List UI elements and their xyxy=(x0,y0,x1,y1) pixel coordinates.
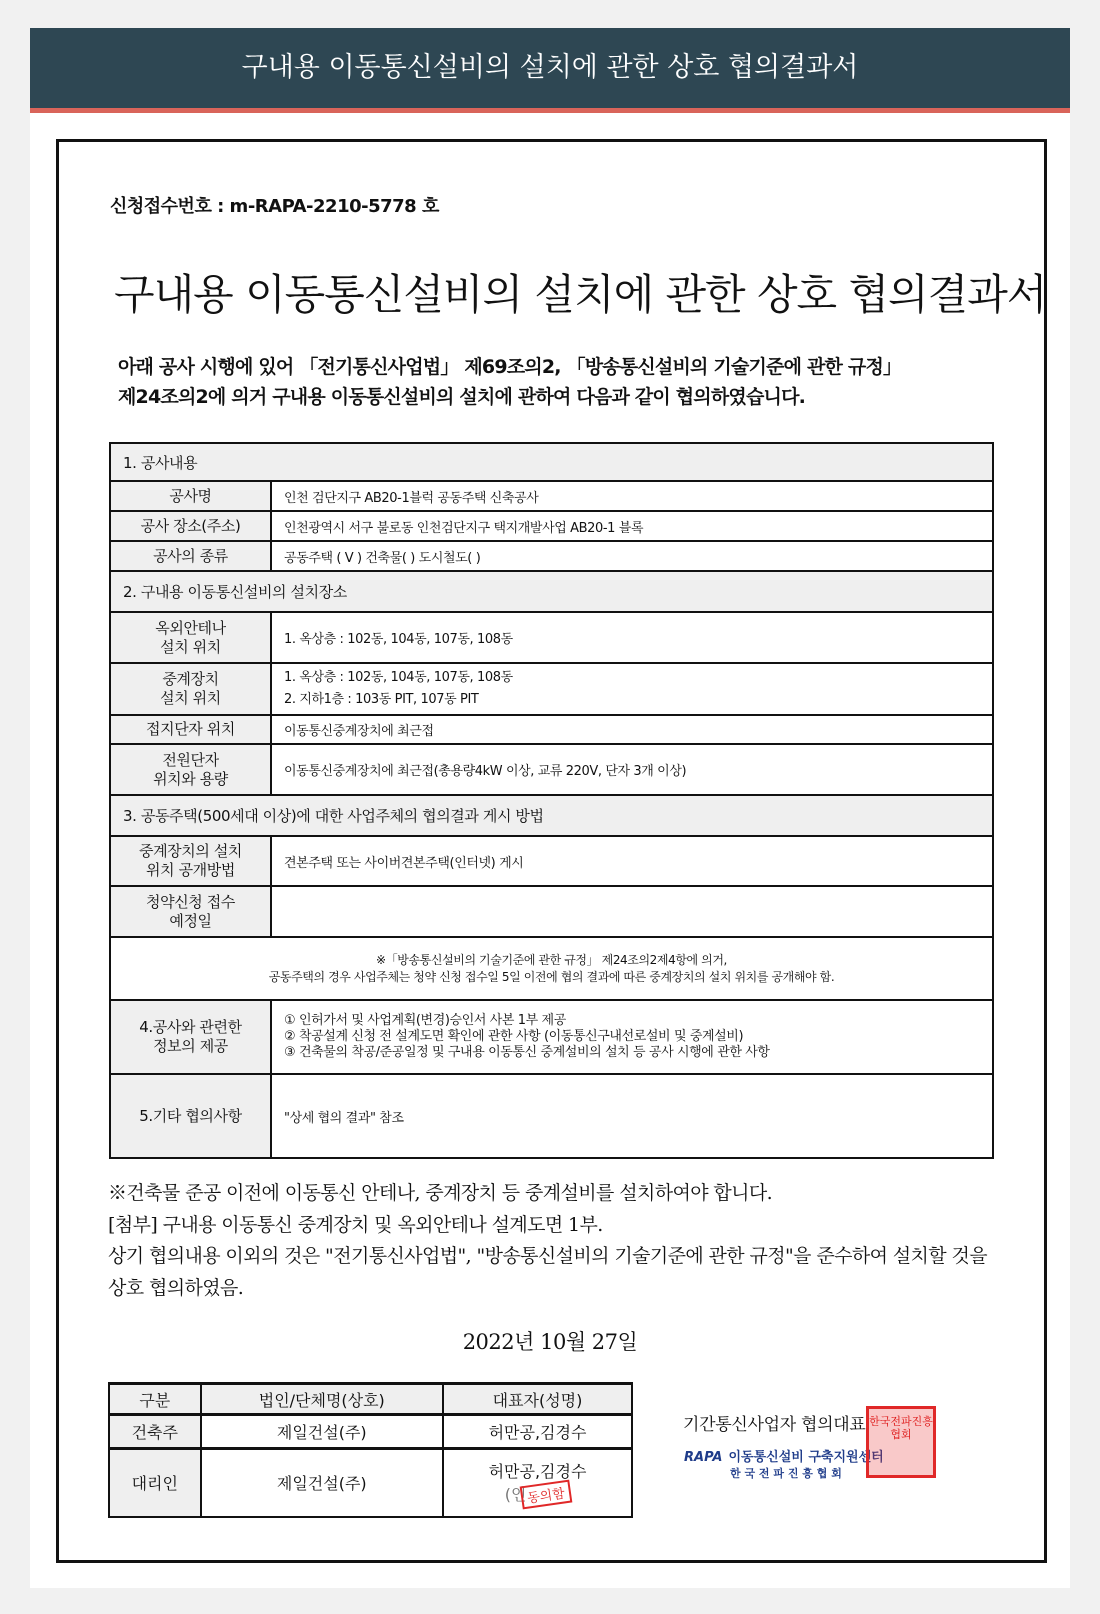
receipt-number: 신청접수번호 : m-RAPA-2210-5778 호 xyxy=(110,196,439,217)
page-header: 구내용 이동통신설비의 설치에 관한 상호 협의결과서 xyxy=(30,28,1070,113)
regulation-note xyxy=(110,937,993,1000)
sig-cell: 건축주 xyxy=(109,1415,201,1449)
rapa-logo-mark: RAPA xyxy=(684,1450,723,1465)
label-line: 정보의 제공 xyxy=(153,1037,228,1055)
label-line: 전원단자 xyxy=(162,750,219,769)
value-info-provision xyxy=(271,1000,993,1074)
sig-header: 구분 xyxy=(109,1384,201,1415)
intro-line-2: 제24조의2에 의거 구내용 이동통신설비의 설치에 관하여 다음과 같이 협의하였습니다. xyxy=(118,386,806,408)
value-line: 1. 옥상층 : 102동, 104동, 107동, 108동 xyxy=(284,670,513,685)
carrier-representative-label: 기간통신사업자 협의대표 xyxy=(683,1415,866,1435)
label-other-matters: 5.기타 협의사항 xyxy=(110,1074,271,1158)
closing-notes xyxy=(108,1178,987,1304)
label-line: 4.공사와 관련한 xyxy=(139,1018,242,1036)
rapa-logo xyxy=(684,1446,884,1481)
value-project-type: 공동주택 ( V ) 건축물( ) 도시철도( ) xyxy=(271,541,993,571)
label-line: 설치 위치 xyxy=(160,637,221,656)
sig-cell: 허만공,김경수 xyxy=(443,1415,632,1449)
label-line: 위치와 용량 xyxy=(153,769,228,788)
value-line: 2. 지하1층 : 103동 PIT, 107동 PIT xyxy=(284,692,479,707)
value-project-address: 인천광역시 서구 불로동 인천검단지구 택지개발사업 AB20-1 블록 xyxy=(271,511,993,541)
value-project-name: 인천 검단지구 AB20-1블럭 공동주택 신축공사 xyxy=(271,481,993,511)
label-line: 옥외안테나 xyxy=(155,618,226,637)
sig-cell-representative xyxy=(443,1449,632,1517)
closing-line: 상기 협의내용 이외의 것은 "전기통신사업법", "방송통신설비의 기술기준에 관한 규정"을 준수하여 설치할 것을 xyxy=(108,1245,988,1267)
closing-line: ※건축물 준공 이전에 이동통신 안테나, 중계장치 등 중계설비를 설치하여야 합니다. xyxy=(108,1182,773,1204)
label-project-name: 공사명 xyxy=(110,481,271,511)
document-date: 2022년 10월 27일 xyxy=(462,1330,638,1354)
label-ground-terminal: 접지단자 위치 xyxy=(110,715,271,744)
sig-cell: 대리인 xyxy=(109,1449,201,1517)
label-antenna-location xyxy=(110,612,271,663)
label-power-terminal xyxy=(110,744,271,795)
intro-text xyxy=(118,352,901,412)
rapa-association-name: 한 국 전 파 진 흥 협 회 xyxy=(730,1467,842,1480)
section-3-header: 3. 공동주택(500세대 이상)에 대한 사업주체의 협의결과 게시 방법 xyxy=(110,795,993,836)
sig-header: 법인/단체명(상호) xyxy=(201,1384,443,1415)
section-2-header: 2. 구내용 이동통신설비의 설치장소 xyxy=(110,571,993,612)
value-line: ③ 건축물의 착공/준공일정 및 구내용 이동통신 중계설비의 설치 등 공사 시행에 관한 사항 xyxy=(284,1045,770,1060)
consultation-table xyxy=(109,442,994,1159)
section-1-header: 1. 공사내용 xyxy=(110,443,993,481)
label-publish-method xyxy=(110,836,271,886)
intro-line-1: 아래 공사 시행에 있어 「전기통신사업법」 제69조의2, 「방송통신설비의 기술기준에 관한 규정」 xyxy=(118,356,902,378)
value-line: ② 착공설계 신청 전 설계도면 확인에 관한 사항 (이동통신구내선로설비 및 중계설비) xyxy=(284,1029,744,1044)
label-line: 위치 공개방법 xyxy=(146,861,235,879)
sig-header: 대표자(성명) xyxy=(443,1384,632,1415)
label-project-address: 공사 장소(주소) xyxy=(110,511,271,541)
rapa-center-name: 이동통신설비 구축지원센터 xyxy=(728,1450,884,1465)
closing-line: 상호 협의하였음. xyxy=(108,1276,244,1299)
sig-cell: 제일건설(주) xyxy=(201,1449,443,1517)
label-project-type: 공사의 종류 xyxy=(110,541,271,571)
value-other-matters: "상세 협의 결과" 참조 xyxy=(271,1074,993,1158)
note-line: ※「방송통신설비의 기술기준에 관한 규정」 제24조의2제4항에 의거, xyxy=(376,952,727,967)
official-seal: 한국전파진흥협회 xyxy=(866,1406,936,1478)
label-repeater-location xyxy=(110,663,271,715)
closing-line: [첨부] 구내용 이동통신 중계장치 및 옥외안테나 설계도면 1부. xyxy=(108,1213,603,1236)
seal-mark: (인 xyxy=(504,1485,527,1505)
label-subscription-date xyxy=(110,886,271,937)
label-line: 중계장치 xyxy=(162,670,219,688)
value-repeater-location xyxy=(271,663,993,715)
value-subscription-date xyxy=(271,886,993,937)
value-ground-terminal: 이동통신중계장치에 최근접 xyxy=(271,715,993,744)
document-title: 구내용 이동통신설비의 설치에 관한 상호 협의결과서 xyxy=(114,270,1047,319)
value-line: ① 인허가서 및 사업계획(변경)승인서 사본 1부 제공 xyxy=(284,1013,566,1028)
signature-table xyxy=(108,1382,633,1518)
label-info-provision xyxy=(110,1000,271,1074)
value-power-terminal: 이동통신중계장치에 최근접(총용량4kW 이상, 교류 220V, 단자 3개 이상) xyxy=(271,744,993,795)
note-line: 공동주택의 경우 사업주체는 청약 신청 접수일 5일 이전에 협의 결과에 따른 중계장치의 설치 위치를 공개해야 함. xyxy=(268,969,835,984)
value-publish-method: 견본주택 또는 사이버견본주택(인터넷) 게시 xyxy=(271,836,993,886)
value-antenna-location: 1. 옥상층 : 102동, 104동, 107동, 108동 xyxy=(271,612,993,663)
label-line: 중계장치의 설치 xyxy=(139,842,242,860)
label-line: 예정일 xyxy=(169,911,212,930)
label-line: 설치 위치 xyxy=(160,689,221,707)
representative-name: 허만공,김경수 xyxy=(488,1462,587,1482)
sig-cell: 제일건설(주) xyxy=(201,1415,443,1449)
agree-stamp: 동의함 xyxy=(519,1480,571,1510)
label-line: 청약신청 접수 xyxy=(146,892,235,911)
